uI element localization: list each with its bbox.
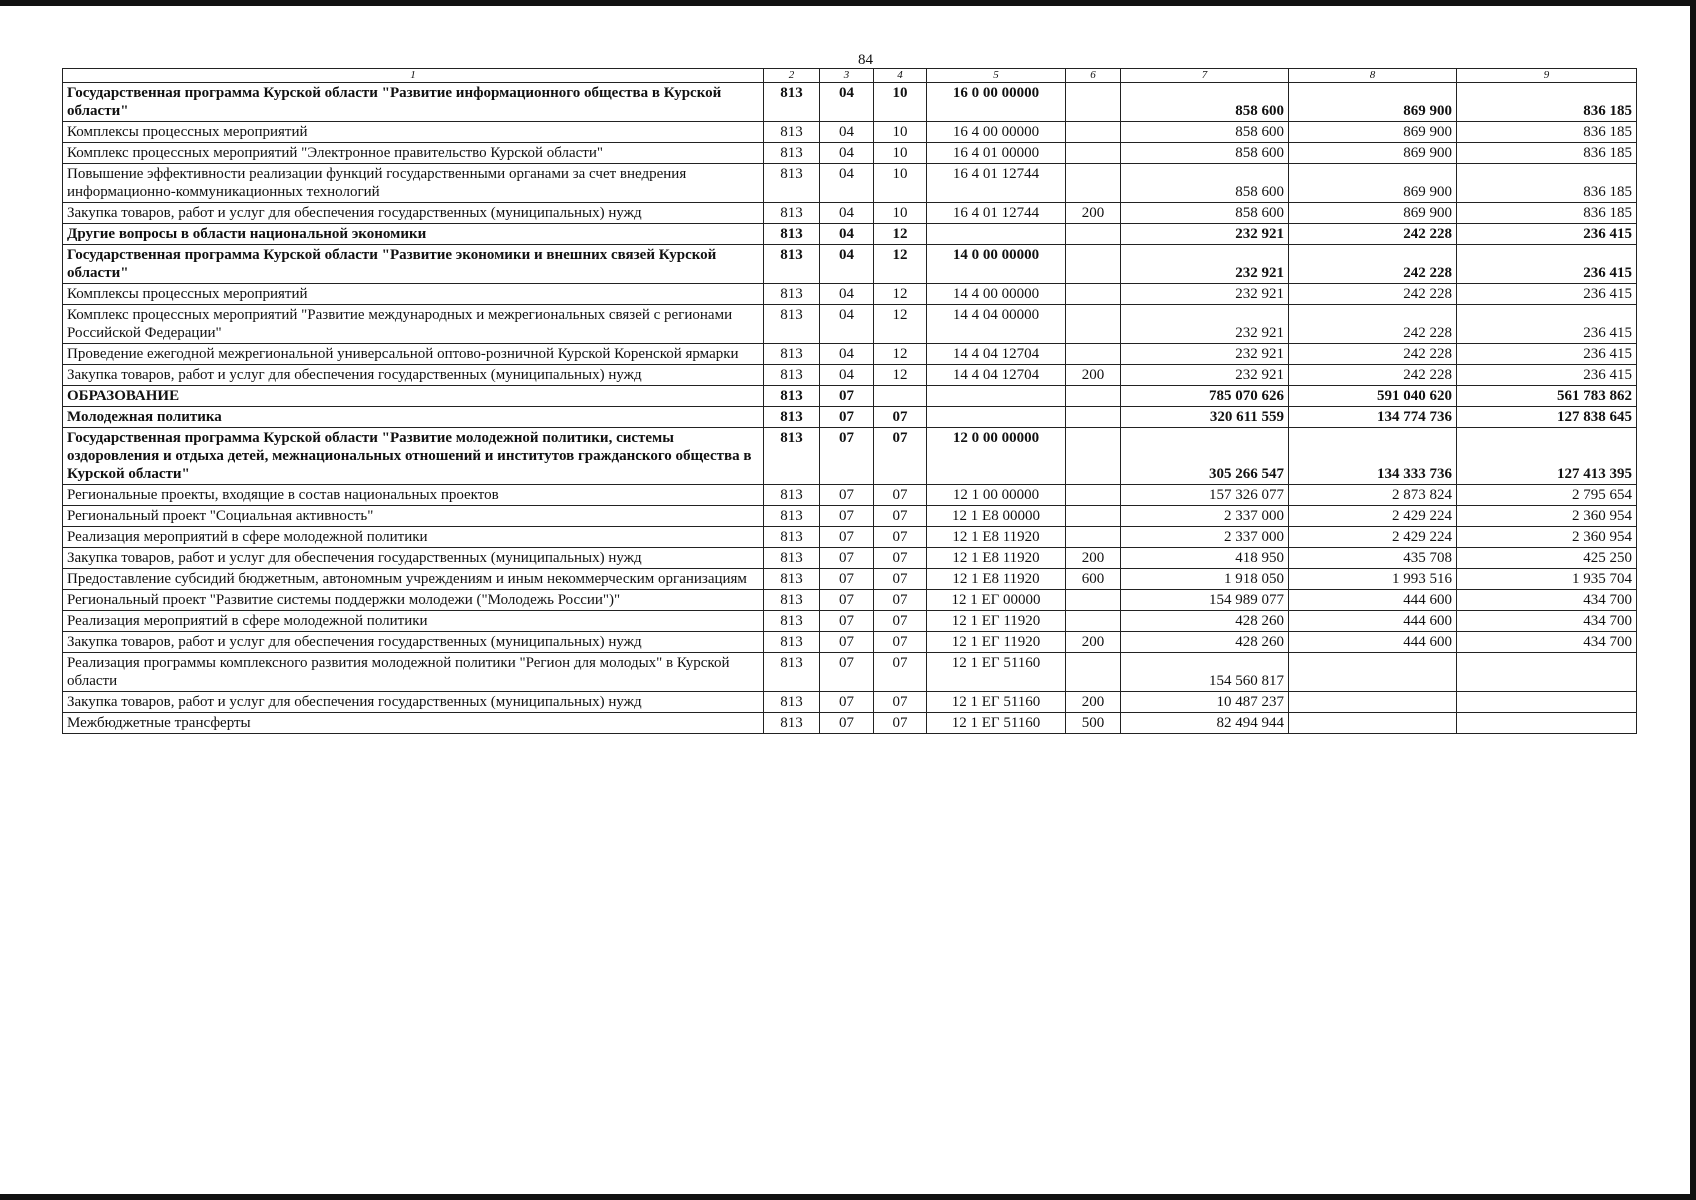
amount-year-3-cell: 236 415 [1457, 365, 1637, 386]
expense-type-cell [1066, 611, 1121, 632]
expense-type-cell [1066, 164, 1121, 203]
table-row [63, 485, 1637, 506]
expense-type-cell: 200 [1066, 365, 1121, 386]
amount-year-3-cell: 2 795 654 [1457, 485, 1637, 506]
subsection-code-cell: 07 [874, 428, 927, 485]
subsection-code-cell: 12 [874, 224, 927, 245]
section-code-cell: 04 [820, 344, 874, 365]
amount-year-3-cell: 236 415 [1457, 224, 1637, 245]
grbs-code-cell: 813 [764, 428, 820, 485]
grbs-code-cell: 813 [764, 143, 820, 164]
subsection-code-cell: 07 [874, 548, 927, 569]
subsection-code-cell: 10 [874, 83, 927, 122]
target-article-cell: 12 1 E8 11920 [927, 527, 1066, 548]
amount-year-1-cell: 82 494 944 [1121, 713, 1289, 734]
amount-year-2-cell [1289, 713, 1457, 734]
subsection-code-cell: 07 [874, 713, 927, 734]
scan-border-right [1690, 0, 1696, 1200]
grbs-code-cell: 813 [764, 548, 820, 569]
expense-type-cell [1066, 122, 1121, 143]
amount-year-2-cell: 2 429 224 [1289, 527, 1457, 548]
amount-year-1-cell: 858 600 [1121, 164, 1289, 203]
section-code-cell: 04 [820, 284, 874, 305]
amount-year-1-cell: 785 070 626 [1121, 386, 1289, 407]
subsection-code-cell: 12 [874, 365, 927, 386]
table-row [63, 590, 1637, 611]
subsection-code-cell: 10 [874, 143, 927, 164]
amount-year-3-cell: 836 185 [1457, 203, 1637, 224]
amount-year-2-cell: 869 900 [1289, 122, 1457, 143]
section-code-cell: 07 [820, 407, 874, 428]
target-article-cell: 12 1 00 00000 [927, 485, 1066, 506]
target-article-cell: 16 4 01 12744 [927, 203, 1066, 224]
section-code-cell: 07 [820, 506, 874, 527]
expense-type-cell: 200 [1066, 548, 1121, 569]
amount-year-2-cell [1289, 692, 1457, 713]
amount-year-2-cell [1289, 653, 1457, 692]
table-row [63, 203, 1637, 224]
amount-year-2-cell: 242 228 [1289, 284, 1457, 305]
amount-year-2-cell: 134 333 736 [1289, 428, 1457, 485]
row-name-cell: Закупка товаров, работ и услуг для обеспечения государственных (муниципальных) нужд [63, 632, 764, 653]
row-name-cell: Комплекс процессных мероприятий "Развитие международных и межрегиональных связей с регионами Российской Федерации" [63, 305, 764, 344]
table-row [63, 122, 1637, 143]
row-name-cell: Закупка товаров, работ и услуг для обеспечения государственных (муниципальных) нужд [63, 692, 764, 713]
target-article-cell: 14 4 00 00000 [927, 284, 1066, 305]
section-code-cell: 04 [820, 203, 874, 224]
amount-year-2-cell: 242 228 [1289, 344, 1457, 365]
expense-type-cell [1066, 143, 1121, 164]
column-number: 5 [927, 69, 1066, 83]
amount-year-1-cell: 157 326 077 [1121, 485, 1289, 506]
amount-year-3-cell: 836 185 [1457, 164, 1637, 203]
grbs-code-cell: 813 [764, 569, 820, 590]
row-name-cell: Закупка товаров, работ и услуг для обеспечения государственных (муниципальных) нужд [63, 203, 764, 224]
grbs-code-cell: 813 [764, 713, 820, 734]
subsection-code-cell [874, 386, 927, 407]
column-number: 3 [820, 69, 874, 83]
amount-year-1-cell: 428 260 [1121, 611, 1289, 632]
row-name-cell: Государственная программа Курской области "Развитие экономики и внешних связей Курской области" [63, 245, 764, 284]
subsection-code-cell: 07 [874, 485, 927, 506]
row-name-cell: Предоставление субсидий бюджетным, автономным учреждениям и иным некоммерческим организациям [63, 569, 764, 590]
grbs-code-cell: 813 [764, 203, 820, 224]
grbs-code-cell: 813 [764, 386, 820, 407]
section-code-cell: 04 [820, 224, 874, 245]
row-name-cell: Региональный проект "Развитие системы поддержки молодежи ("Молодежь России")" [63, 590, 764, 611]
subsection-code-cell: 10 [874, 164, 927, 203]
amount-year-3-cell: 236 415 [1457, 284, 1637, 305]
table-row [63, 365, 1637, 386]
target-article-cell: 12 1 ЕГ 00000 [927, 590, 1066, 611]
amount-year-1-cell: 418 950 [1121, 548, 1289, 569]
section-code-cell: 07 [820, 653, 874, 692]
expense-type-cell [1066, 224, 1121, 245]
table-row [63, 428, 1637, 485]
section-code-cell: 04 [820, 305, 874, 344]
amount-year-3-cell: 434 700 [1457, 590, 1637, 611]
grbs-code-cell: 813 [764, 692, 820, 713]
amount-year-2-cell: 2 873 824 [1289, 485, 1457, 506]
grbs-code-cell: 813 [764, 344, 820, 365]
amount-year-1-cell: 232 921 [1121, 224, 1289, 245]
amount-year-1-cell: 154 560 817 [1121, 653, 1289, 692]
grbs-code-cell: 813 [764, 506, 820, 527]
amount-year-1-cell: 2 337 000 [1121, 527, 1289, 548]
amount-year-3-cell: 2 360 954 [1457, 506, 1637, 527]
row-name-cell: Комплексы процессных мероприятий [63, 122, 764, 143]
subsection-code-cell: 07 [874, 590, 927, 611]
expense-type-cell [1066, 386, 1121, 407]
amount-year-1-cell: 320 611 559 [1121, 407, 1289, 428]
grbs-code-cell: 813 [764, 632, 820, 653]
target-article-cell: 12 1 ЕГ 51160 [927, 692, 1066, 713]
amount-year-1-cell: 1 918 050 [1121, 569, 1289, 590]
section-code-cell: 04 [820, 245, 874, 284]
target-article-cell: 16 4 00 00000 [927, 122, 1066, 143]
table-row [63, 245, 1637, 284]
table-row [63, 143, 1637, 164]
amount-year-2-cell: 591 040 620 [1289, 386, 1457, 407]
amount-year-2-cell: 869 900 [1289, 83, 1457, 122]
target-article-cell: 12 1 ЕГ 11920 [927, 611, 1066, 632]
row-name-cell: Реализация мероприятий в сфере молодежной политики [63, 611, 764, 632]
target-article-cell [927, 386, 1066, 407]
table-row [63, 713, 1637, 734]
expense-type-cell [1066, 407, 1121, 428]
amount-year-1-cell: 428 260 [1121, 632, 1289, 653]
amount-year-3-cell: 1 935 704 [1457, 569, 1637, 590]
section-code-cell: 07 [820, 485, 874, 506]
row-name-cell: Комплекс процессных мероприятий "Электронное правительство Курской области" [63, 143, 764, 164]
target-article-cell: 14 4 04 00000 [927, 305, 1066, 344]
subsection-code-cell: 07 [874, 653, 927, 692]
column-number: 6 [1066, 69, 1121, 83]
grbs-code-cell: 813 [764, 611, 820, 632]
target-article-cell: 16 4 01 12744 [927, 164, 1066, 203]
amount-year-3-cell: 2 360 954 [1457, 527, 1637, 548]
row-name-cell: Повышение эффективности реализации функций государственными органами за счет внедрения информационно-коммуникационных технологий [63, 164, 764, 203]
grbs-code-cell: 813 [764, 407, 820, 428]
budget-table [62, 68, 1637, 734]
amount-year-1-cell: 232 921 [1121, 365, 1289, 386]
page-number: 84 [858, 52, 873, 68]
row-name-cell: ОБРАЗОВАНИЕ [63, 386, 764, 407]
amount-year-1-cell: 232 921 [1121, 245, 1289, 284]
section-code-cell: 04 [820, 143, 874, 164]
target-article-cell: 16 4 01 00000 [927, 143, 1066, 164]
section-code-cell: 07 [820, 527, 874, 548]
amount-year-2-cell: 444 600 [1289, 632, 1457, 653]
grbs-code-cell: 813 [764, 653, 820, 692]
table-row [63, 506, 1637, 527]
table-row [63, 224, 1637, 245]
column-number: 1 [63, 69, 764, 83]
grbs-code-cell: 813 [764, 284, 820, 305]
table-row [63, 407, 1637, 428]
amount-year-3-cell: 836 185 [1457, 122, 1637, 143]
target-article-cell: 12 1 ЕГ 51160 [927, 713, 1066, 734]
expense-type-cell: 600 [1066, 569, 1121, 590]
amount-year-1-cell: 305 266 547 [1121, 428, 1289, 485]
subsection-code-cell: 07 [874, 569, 927, 590]
row-name-cell: Государственная программа Курской области "Развитие молодежной политики, системы оздоровления и отдыха детей, межнациональных отношений и институтов гражданского общества в Курской области" [63, 428, 764, 485]
subsection-code-cell: 07 [874, 506, 927, 527]
grbs-code-cell: 813 [764, 164, 820, 203]
grbs-code-cell: 813 [764, 365, 820, 386]
amount-year-3-cell: 425 250 [1457, 548, 1637, 569]
section-code-cell: 04 [820, 83, 874, 122]
section-code-cell: 07 [820, 632, 874, 653]
amount-year-2-cell: 444 600 [1289, 611, 1457, 632]
section-code-cell: 04 [820, 365, 874, 386]
amount-year-2-cell: 444 600 [1289, 590, 1457, 611]
section-code-cell: 07 [820, 569, 874, 590]
amount-year-2-cell: 134 774 736 [1289, 407, 1457, 428]
amount-year-2-cell: 869 900 [1289, 164, 1457, 203]
table-row [63, 386, 1637, 407]
column-number: 4 [874, 69, 927, 83]
grbs-code-cell: 813 [764, 485, 820, 506]
table-row [63, 611, 1637, 632]
amount-year-1-cell: 10 487 237 [1121, 692, 1289, 713]
grbs-code-cell: 813 [764, 305, 820, 344]
row-name-cell: Комплексы процессных мероприятий [63, 284, 764, 305]
column-number: 2 [764, 69, 820, 83]
amount-year-3-cell: 836 185 [1457, 143, 1637, 164]
expense-type-cell: 200 [1066, 203, 1121, 224]
section-code-cell: 07 [820, 386, 874, 407]
target-article-cell: 12 0 00 00000 [927, 428, 1066, 485]
subsection-code-cell: 12 [874, 245, 927, 284]
table-row [63, 284, 1637, 305]
column-number: 8 [1289, 69, 1457, 83]
table-row [63, 692, 1637, 713]
amount-year-3-cell: 236 415 [1457, 245, 1637, 284]
grbs-code-cell: 813 [764, 83, 820, 122]
section-code-cell: 07 [820, 611, 874, 632]
subsection-code-cell: 07 [874, 527, 927, 548]
target-article-cell: 14 4 04 12704 [927, 365, 1066, 386]
amount-year-1-cell: 858 600 [1121, 83, 1289, 122]
grbs-code-cell: 813 [764, 527, 820, 548]
expense-type-cell [1066, 485, 1121, 506]
expense-type-cell [1066, 428, 1121, 485]
amount-year-1-cell: 2 337 000 [1121, 506, 1289, 527]
section-code-cell: 07 [820, 548, 874, 569]
row-name-cell: Другие вопросы в области национальной экономики [63, 224, 764, 245]
expense-type-cell [1066, 344, 1121, 365]
row-name-cell: Реализация мероприятий в сфере молодежной политики [63, 527, 764, 548]
expense-type-cell [1066, 245, 1121, 284]
section-code-cell: 07 [820, 590, 874, 611]
amount-year-2-cell: 242 228 [1289, 245, 1457, 284]
amount-year-3-cell: 236 415 [1457, 305, 1637, 344]
subsection-code-cell: 12 [874, 284, 927, 305]
section-code-cell: 07 [820, 692, 874, 713]
row-name-cell: Закупка товаров, работ и услуг для обеспечения государственных (муниципальных) нужд [63, 548, 764, 569]
expense-type-cell [1066, 527, 1121, 548]
amount-year-2-cell: 242 228 [1289, 365, 1457, 386]
amount-year-3-cell [1457, 692, 1637, 713]
amount-year-3-cell: 236 415 [1457, 344, 1637, 365]
amount-year-1-cell: 858 600 [1121, 122, 1289, 143]
row-name-cell: Проведение ежегодной межрегиональной универсальной оптово-розничной Курской Коренской ярмарки [63, 344, 764, 365]
amount-year-2-cell: 1 993 516 [1289, 569, 1457, 590]
table-row [63, 632, 1637, 653]
scan-border-top [0, 0, 1696, 6]
grbs-code-cell: 813 [764, 122, 820, 143]
target-article-cell: 14 4 04 12704 [927, 344, 1066, 365]
target-article-cell: 12 1 E8 00000 [927, 506, 1066, 527]
row-name-cell: Межбюджетные трансферты [63, 713, 764, 734]
amount-year-3-cell: 127 413 395 [1457, 428, 1637, 485]
row-name-cell: Региональный проект "Социальная активность" [63, 506, 764, 527]
table-row [63, 344, 1637, 365]
row-name-cell: Государственная программа Курской области "Развитие информационного общества в Курской области" [63, 83, 764, 122]
target-article-cell: 14 0 00 00000 [927, 245, 1066, 284]
amount-year-3-cell [1457, 713, 1637, 734]
target-article-cell: 16 0 00 00000 [927, 83, 1066, 122]
amount-year-3-cell: 434 700 [1457, 611, 1637, 632]
row-name-cell: Региональные проекты, входящие в состав национальных проектов [63, 485, 764, 506]
section-code-cell: 07 [820, 428, 874, 485]
table-row [63, 305, 1637, 344]
table-row [63, 83, 1637, 122]
subsection-code-cell: 07 [874, 692, 927, 713]
table-body [63, 83, 1637, 734]
amount-year-2-cell: 869 900 [1289, 203, 1457, 224]
subsection-code-cell: 07 [874, 407, 927, 428]
subsection-code-cell: 10 [874, 122, 927, 143]
section-code-cell: 07 [820, 713, 874, 734]
column-number: 7 [1121, 69, 1289, 83]
expense-type-cell [1066, 83, 1121, 122]
expense-type-cell: 500 [1066, 713, 1121, 734]
amount-year-1-cell: 232 921 [1121, 284, 1289, 305]
subsection-code-cell: 07 [874, 632, 927, 653]
amount-year-3-cell [1457, 653, 1637, 692]
amount-year-3-cell: 434 700 [1457, 632, 1637, 653]
amount-year-1-cell: 154 989 077 [1121, 590, 1289, 611]
section-code-cell: 04 [820, 122, 874, 143]
target-article-cell [927, 407, 1066, 428]
amount-year-2-cell: 435 708 [1289, 548, 1457, 569]
amount-year-1-cell: 232 921 [1121, 305, 1289, 344]
row-name-cell: Реализация программы комплексного развития молодежной политики "Регион для молодых" в Курской области [63, 653, 764, 692]
target-article-cell [927, 224, 1066, 245]
table-row [63, 653, 1637, 692]
amount-year-2-cell: 2 429 224 [1289, 506, 1457, 527]
expense-type-cell [1066, 506, 1121, 527]
amount-year-1-cell: 232 921 [1121, 344, 1289, 365]
amount-year-3-cell: 836 185 [1457, 83, 1637, 122]
column-number: 9 [1457, 69, 1637, 83]
table-row [63, 164, 1637, 203]
row-name-cell: Закупка товаров, работ и услуг для обеспечения государственных (муниципальных) нужд [63, 365, 764, 386]
subsection-code-cell: 10 [874, 203, 927, 224]
target-article-cell: 12 1 E8 11920 [927, 569, 1066, 590]
table-row [63, 548, 1637, 569]
expense-type-cell: 200 [1066, 692, 1121, 713]
subsection-code-cell: 07 [874, 611, 927, 632]
grbs-code-cell: 813 [764, 245, 820, 284]
target-article-cell: 12 1 ЕГ 11920 [927, 632, 1066, 653]
subsection-code-cell: 12 [874, 305, 927, 344]
row-name-cell: Молодежная политика [63, 407, 764, 428]
scan-border-bottom [0, 1194, 1696, 1200]
amount-year-3-cell: 127 838 645 [1457, 407, 1637, 428]
amount-year-2-cell: 242 228 [1289, 224, 1457, 245]
grbs-code-cell: 813 [764, 590, 820, 611]
amount-year-3-cell: 561 783 862 [1457, 386, 1637, 407]
target-article-cell: 12 1 ЕГ 51160 [927, 653, 1066, 692]
expense-type-cell [1066, 305, 1121, 344]
table-row [63, 569, 1637, 590]
target-article-cell: 12 1 E8 11920 [927, 548, 1066, 569]
column-number-row [63, 69, 1637, 83]
section-code-cell: 04 [820, 164, 874, 203]
amount-year-2-cell: 869 900 [1289, 143, 1457, 164]
amount-year-2-cell: 242 228 [1289, 305, 1457, 344]
amount-year-1-cell: 858 600 [1121, 143, 1289, 164]
grbs-code-cell: 813 [764, 224, 820, 245]
expense-type-cell [1066, 284, 1121, 305]
expense-type-cell [1066, 653, 1121, 692]
subsection-code-cell: 12 [874, 344, 927, 365]
expense-type-cell [1066, 590, 1121, 611]
table-row [63, 527, 1637, 548]
amount-year-1-cell: 858 600 [1121, 203, 1289, 224]
expense-type-cell: 200 [1066, 632, 1121, 653]
